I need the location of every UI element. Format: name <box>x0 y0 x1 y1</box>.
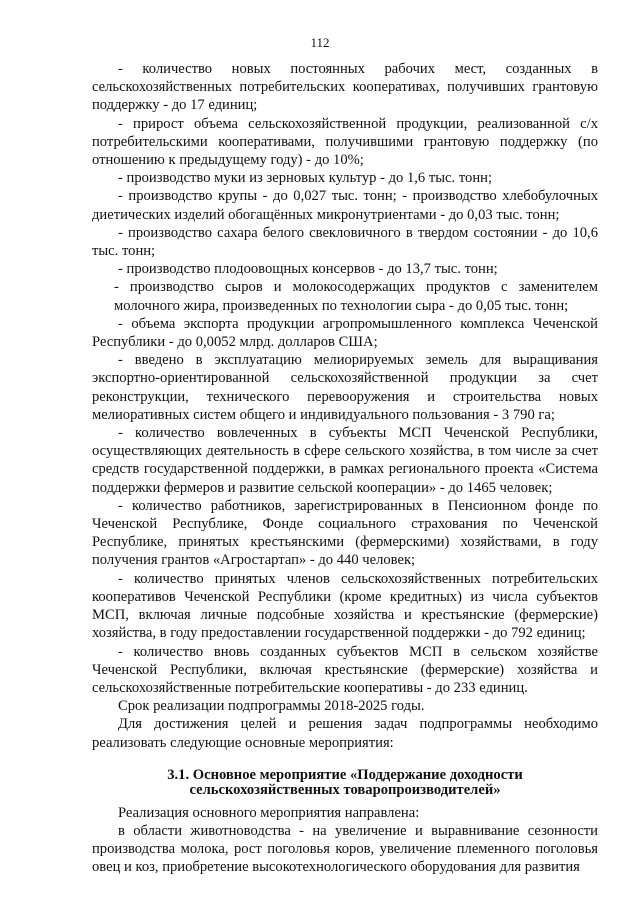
page-number: 112 <box>310 35 330 50</box>
paragraph: - производство крупы - до 0,027 тыс. тонн; - производство хлебобулочных диетических изделий обогащённых микронутриентами - до 0,03 тыс. тонн; <box>92 188 598 223</box>
paragraph: - введено в эксплуатацию мелиорируемых земель для выращивания экспортно-ориентированной сельскохозяйственной продукции за счет реконструкции, технического перевооружения и строительства новых мелиоративных систем общего и индивидуального пользования - 3 790 га; <box>92 352 598 423</box>
paragraph: - производство муки из зерновых культур - до 1,6 тыс. тонн; <box>118 170 492 187</box>
section-heading <box>92 768 598 798</box>
paragraph: - количество новых постоянных рабочих мест, созданных в сельскохозяйственных потребительских кооперативах, получивших грантовую поддержку - до 17 единиц; <box>92 61 598 114</box>
paragraph: - количество вновь созданных субъектов МСП в сельском хозяйстве Чеченской Республики, включая крестьянские (фермерские) хозяйства и сельскохозяйственные потребительские кооперативы - до 233 единиц. <box>92 643 598 696</box>
paragraph: Срок реализации подпрограммы 2018-2025 годы. <box>118 698 425 715</box>
paragraph: - производство сыров и молокосодержащих продуктов с заменителем молочного жира, произведенных по технологии сыра - до 0,05 тыс. тонн; <box>114 279 598 314</box>
paragraph: - производство плодоовощных консервов - до 13,7 тыс. тонн; <box>118 261 498 278</box>
section-heading-line: 3.1. Основное мероприятие «Поддержание доходности <box>167 766 523 783</box>
paragraph: - объема экспорта продукции агропромышленного комплекса Чеченской Республики - до 0,0052 млрд. долларов США; <box>92 315 598 351</box>
paragraph: в области животноводства - на увеличение и выравнивание сезонности производства молока, рост поголовья коров, увеличение племенного поголовья овец и коз, приобретение высокотехнологического оборудования для развития <box>92 822 598 876</box>
section-heading-line: сельскохозяйственных товаропроизводителей» <box>189 781 501 798</box>
paragraph: - прирост объема сельскохозяйственной продукции, реализованной с/х потребительскими кооперативами, получившими грантовую поддержку (по отношению к предыдущему году) - до 10%; <box>92 115 598 169</box>
paragraph: Реализация основного мероприятия направлена: <box>118 804 420 821</box>
paragraph: - количество вовлеченных в субъекты МСП Чеченской Республики, осуществляющих деятельность в сфере сельского хозяйства, в том числе за счет средств государственной поддержки, в рамках регионального проекта «Система поддержки фермеров и развитие сельской кооперации» - до 1465 человек; <box>92 425 598 496</box>
paragraph: - количество принятых членов сельскохозяйственных потребительских кооперативов Чеченской Республики (кроме кредитных) из числа субъектов МСП, включая личные подсобные хозяйства и крестьянские (фермерские) хозяйства, в году предоставлении государственной поддержки - до 792 единиц; <box>92 570 598 642</box>
document-body <box>92 60 598 877</box>
paragraph: - производство сахара белого свекловичного в твердом состоянии - до 10,6 тыс. тонн; <box>92 224 598 260</box>
paragraph: Для достижения целей и решения задач подпрограммы необходимо реализовать следующие основные мероприятия: <box>92 716 598 751</box>
paragraph: - количество работников, зарегистрированных в Пенсионном фонде по Чеченской Республике, Фонде социального страхования по Чеченской Республике, принятых крестьянскими (фермерскими) хозяйствами, в году получения грантов «Агростартап» - до 440 человек; <box>92 497 598 569</box>
